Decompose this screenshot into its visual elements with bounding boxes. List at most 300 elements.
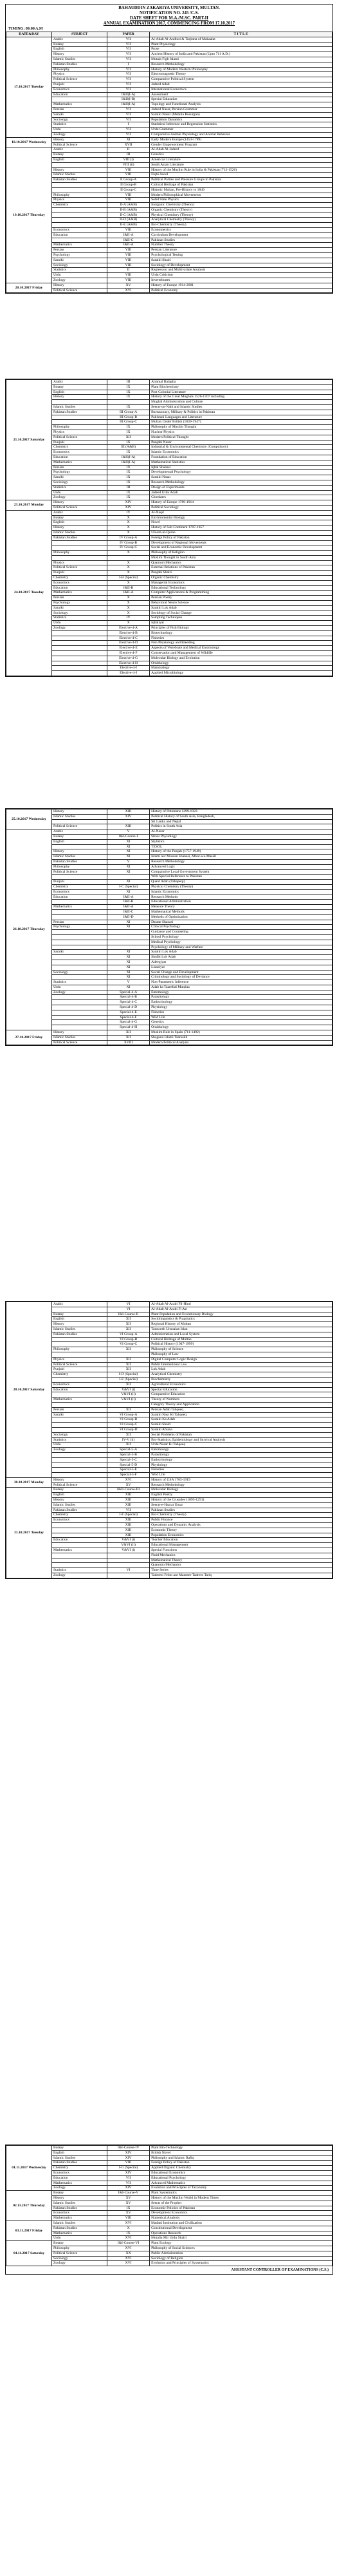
table-row [6, 1463, 332, 1468]
paper-cell: VI Group-B [107, 1337, 150, 1342]
subject-cell: History [51, 849, 107, 855]
title-cell: Guidance and Counseling [150, 930, 332, 935]
title-cell: Muslim Thought in South Asia [150, 555, 332, 560]
table-row [6, 839, 332, 844]
subject-cell: Sociology [51, 970, 107, 975]
title-cell: Molecular Biology and Evolution [150, 656, 332, 661]
title-cell: Saraiki Lok Adab [150, 605, 332, 611]
subject-cell [51, 1377, 107, 1382]
title-cell: Comparative Local Government System [150, 869, 332, 875]
subject-cell [51, 1342, 107, 1347]
subject-cell: Education [51, 2175, 107, 2181]
exam-date: 18.10.2017 Wednesday [6, 137, 52, 147]
table-row [6, 187, 332, 193]
table-row [6, 1488, 332, 1493]
title-cell: Comparative Animal Physiology and Animal Behavior [150, 132, 332, 137]
title-cell: International Economics [150, 87, 332, 92]
table-row [6, 132, 332, 137]
table-row [6, 162, 332, 167]
paper-cell: VIII [107, 273, 150, 278]
subject-cell [51, 540, 107, 545]
paper-cell: Elective-4-I [107, 666, 150, 671]
subject-cell [51, 819, 107, 824]
title-cell: Urdu Criticism [150, 273, 332, 278]
paper-cell: II-E (A&B) [107, 223, 150, 228]
subject-cell: English [51, 1493, 107, 1498]
title-cell: Population Economics [150, 1533, 332, 1538]
paper-cell: XVI [107, 2256, 150, 2261]
subject-cell: Saraiki [51, 258, 107, 263]
subject-cell [51, 844, 107, 849]
table-row [6, 1342, 332, 1347]
title-cell: Pakistani Languages and Literature [150, 415, 332, 420]
title-cell: Political Sociology [150, 505, 332, 510]
table-row [6, 1443, 332, 1448]
title-cell: Mathematical Methods [150, 909, 332, 914]
title-cell: Muslim Rule in Spain (711-1492) [150, 1030, 332, 1036]
paper-cell: VII [107, 1508, 150, 1513]
subject-cell: Political Science [51, 505, 107, 510]
table-row [6, 1427, 332, 1432]
paper-cell: XI [107, 844, 150, 849]
schedule-table [6, 2145, 332, 2266]
title-cell: Advanced Logic [150, 864, 332, 869]
table-row [6, 142, 332, 147]
table-row [6, 965, 332, 970]
title-cell: Assessment [150, 92, 332, 97]
subject-cell: Chemistry [51, 2166, 107, 2171]
subject-cell: Political Science [51, 77, 107, 82]
title-cell: Modern Philosophical Movements [150, 193, 332, 198]
subject-cell: Economics [51, 2211, 107, 2216]
paper-cell: XIV [107, 505, 150, 510]
title-cell: Plant Physiology [150, 42, 332, 47]
title-cell: Wild Life [150, 1473, 332, 1478]
table-row [6, 596, 332, 601]
title-cell: Iqbal Shanasi [150, 465, 332, 470]
subject-cell: Urdu [51, 273, 107, 278]
subject-cell: Zoology [51, 1448, 107, 1453]
paper-cell: VII [107, 117, 150, 122]
title-cell: Invertebrates [150, 278, 332, 283]
title-cell: Special Functions [150, 1548, 332, 1553]
subject-cell: Economics [51, 1382, 107, 1387]
table-row [6, 218, 332, 223]
subject-cell: Arabic [51, 380, 107, 385]
subject-cell: Islamic Studies [51, 814, 107, 819]
table-row [6, 193, 332, 198]
title-cell: Operations and Dynamic Analysis [150, 1523, 332, 1528]
paper-cell: III Group-A [107, 410, 150, 415]
subject-cell: Saraiki [51, 605, 107, 611]
paper-cell: V [107, 980, 150, 985]
title-cell: Teacher Education [150, 1538, 332, 1543]
notification-number: NOTIFICATION NO. 245 /C.S. [139, 11, 199, 15]
subject-cell: Pakistan Studies [51, 62, 107, 67]
table-row [6, 2226, 332, 2231]
subject-cell: Botany [51, 1488, 107, 1493]
table-row [6, 77, 332, 82]
exam-date: 19.10.2017 Thursday [6, 147, 52, 283]
title-cell: Fisheries [150, 636, 332, 641]
subject-cell: Urdu [51, 1443, 107, 1448]
subject-cell: Education [51, 92, 107, 97]
title-cell: Uloom-ul-Quran [150, 530, 332, 535]
subject-cell [51, 555, 107, 560]
table-row [6, 92, 332, 97]
table-row [6, 810, 332, 815]
paper-cell: II Group-B [107, 182, 150, 187]
title-cell: Medical Psychology [150, 940, 332, 945]
paper-cell: VIII [107, 198, 150, 203]
title-cell: Applied Microbiology [150, 671, 332, 676]
table-row [6, 824, 332, 829]
subject-cell [51, 666, 107, 671]
subject-cell: Islamic Studies [51, 1035, 107, 1040]
title-cell: Cultural Heritage of Multan [150, 1337, 332, 1342]
subject-cell: Political Science [51, 142, 107, 147]
title-cell: Alramal Balagha [150, 380, 332, 385]
title-cell: Development Economics [150, 2211, 332, 2216]
table-row [6, 914, 332, 920]
paper-cell: Special-5-E [107, 1468, 150, 1473]
title-cell: Ancient History of India and Pakistan (Upto 711 A.D.) [150, 52, 332, 57]
paper-cell: XV [107, 2211, 150, 2216]
paper-cell [107, 1553, 150, 1558]
title-cell: History of Ottomans 1299-1923 [150, 810, 332, 815]
subject-cell: History [51, 1477, 107, 1482]
table-row [6, 2241, 332, 2246]
table-row [6, 545, 332, 551]
paper-cell: XIV [107, 2170, 150, 2175]
paper-cell: VI [107, 1302, 150, 1307]
table-row [6, 834, 332, 839]
table-row [6, 1362, 332, 1367]
subject-cell: Botany [51, 153, 107, 158]
exam-date: 23.10.2017 Monday [6, 500, 52, 511]
subject-cell [51, 965, 107, 970]
table-row [6, 1402, 332, 1407]
title-cell: Sociolinguistics & Pragmatics [150, 1317, 332, 1322]
paper-cell: XIII [107, 810, 150, 815]
table-row [6, 400, 332, 405]
title-cell: Foreign Policy of Pakistan [150, 535, 332, 540]
table-row [6, 580, 332, 585]
table-row [6, 1498, 332, 1503]
title-cell: History of Modern Western Philosophy [150, 67, 332, 72]
paper-cell: VII [107, 77, 150, 82]
paper-cell: XII [107, 435, 150, 440]
subject-cell: Pakistan Studies [51, 535, 107, 540]
table-row [6, 460, 332, 465]
title-cell: Shaguna Islami Taareekh [150, 1035, 332, 1040]
table-row [6, 288, 332, 293]
title-cell: Computer Applications & Programming [150, 591, 332, 596]
subject-cell: Economics [51, 1518, 107, 1523]
paper-cell: Special-5-A [107, 1448, 150, 1453]
paper-cell: Special-4-F [107, 1015, 150, 1020]
subject-cell: Urdu [51, 128, 107, 133]
paper-cell: V&VI (ii) [107, 1392, 150, 1397]
subject-cell [51, 162, 107, 167]
paper-cell: IX [107, 475, 150, 480]
subject-cell: Botany [51, 384, 107, 390]
paper-cell: XI [107, 965, 150, 970]
table-row [6, 42, 332, 47]
table-row [6, 2191, 332, 2196]
table-row [6, 1423, 332, 1428]
paper-cell: I&II(I-A) [107, 455, 150, 460]
subject-cell [51, 934, 107, 940]
table-row [6, 1000, 332, 1005]
paper-cell: I&II-D [107, 914, 150, 920]
title-cell: Measure Theory [150, 905, 332, 910]
title-cell: Digital Computer Logic Design [150, 1357, 332, 1362]
paper-cell: V&VI (i) [107, 1387, 150, 1392]
table-row [6, 1452, 332, 1457]
subject-cell: Saraiki [51, 950, 107, 955]
paper-cell: X [107, 520, 150, 526]
paper-cell: XI [107, 925, 150, 930]
schedule-table-host [6, 1302, 332, 1578]
title-cell: Gender Empowerment Program [150, 142, 332, 147]
table-row [6, 1357, 332, 1362]
table-row [6, 1432, 332, 1437]
sheet-title: DATE SHEET FOR M.A./M.SC. PART-II [130, 16, 208, 21]
table-row [6, 1387, 332, 1392]
title-cell: Econometrics [150, 228, 332, 233]
subject-cell: Education [51, 1387, 107, 1392]
table-row [6, 1477, 332, 1482]
paper-cell: I&II-A [107, 243, 150, 248]
table-row [6, 1367, 332, 1372]
table-row [6, 470, 332, 475]
subject-cell [51, 940, 107, 945]
title-cell: Genetics [150, 1020, 332, 1025]
subject-cell: History [51, 1322, 107, 1327]
table-row [6, 540, 332, 545]
paper-cell: III [107, 380, 150, 385]
paper-cell: VIII [107, 253, 150, 258]
paper-cell [107, 400, 150, 405]
table-row [6, 1573, 332, 1578]
table-row [6, 1493, 332, 1498]
title-cell: Educational Economics [150, 2170, 332, 2175]
table-row [6, 475, 332, 480]
paper-cell: IX [107, 450, 150, 455]
subject-cell: Political Science [51, 565, 107, 571]
table-row [6, 37, 332, 42]
title-cell: Modern Political Analysis [150, 1040, 332, 1045]
subject-cell [51, 545, 107, 551]
table-row [6, 2175, 332, 2181]
subject-cell [51, 1402, 107, 1407]
title-cell: Mathematical Statistics [150, 460, 332, 465]
paper-cell: VI Group-D [107, 1427, 150, 1432]
title-cell: Numerical Analysis [150, 2216, 332, 2221]
subject-cell: Chemistry [51, 203, 107, 208]
table-row [6, 117, 332, 122]
subject-cell [51, 641, 107, 646]
controller-signature: ASSISTANT CONTROLLER OF EXAMINATIONS (C.S.) [231, 2268, 329, 2273]
paper-cell: Elective-4-G [107, 656, 150, 661]
document-header [6, 5, 332, 26]
paper-cell: VII [107, 87, 150, 92]
paper-cell: Special-4-H [107, 1025, 150, 1030]
subject-cell: Statistics [51, 616, 107, 621]
paper-cell: Special-4-E [107, 1010, 150, 1015]
title-cell: Special Education [150, 97, 332, 102]
table-row [6, 535, 332, 540]
title-cell: Dastan Shanasi [150, 920, 332, 925]
table-row [6, 925, 332, 930]
subject-cell [51, 1417, 107, 1423]
table-row [6, 2201, 332, 2206]
exam-date: 26.10.2017 Thursday [6, 829, 52, 1030]
table-row [6, 435, 332, 440]
subject-cell: Arabic [51, 1302, 107, 1307]
table-row [6, 182, 332, 187]
title-cell: Plant Population and Evolutionary Biology [150, 1312, 332, 1317]
table-row [6, 905, 332, 910]
title-cell: Saraiki Shairi [150, 258, 332, 263]
paper-cell: VII [107, 2175, 150, 2181]
table-row [6, 480, 332, 485]
subject-cell [51, 1005, 107, 1010]
table-row [6, 278, 332, 283]
table-row [6, 875, 332, 880]
subject-cell: Persian [51, 107, 107, 112]
paper-cell: XIII [107, 1493, 150, 1498]
table-row [6, 268, 332, 273]
subject-cell [51, 207, 107, 213]
table-row [6, 213, 332, 218]
title-cell: Regression and Multivariate Analysis [150, 268, 332, 273]
paper-cell: XII [107, 1030, 150, 1036]
paper-cell: VII [107, 72, 150, 77]
table-row [6, 895, 332, 900]
title-cell: Parasitology [150, 995, 332, 1000]
subject-cell [51, 1392, 107, 1397]
subject-cell: Psychology [51, 470, 107, 475]
subject-cell: Islamic Studies [51, 2201, 107, 2206]
subject-cell: Philosophy [51, 193, 107, 198]
table-row [6, 122, 332, 128]
subject-cell: Political Science [51, 869, 107, 875]
paper-cell: XIII [107, 1523, 150, 1528]
table-row [6, 1563, 332, 1568]
paper-cell: XV [107, 283, 150, 288]
title-cell: Behavioral Neuro Science [150, 601, 332, 606]
title-cell: Curriculum Development [150, 232, 332, 238]
paper-cell: I [107, 62, 150, 67]
title-cell: Research Methodology [150, 859, 332, 864]
title-cell: Bureaucracy, Military & Politics in Pakistan [150, 410, 332, 415]
title-cell: Al-Adab Al-Andlusi & Tarjuma of Makaalat [150, 37, 332, 42]
title-cell: Methods of Optimization [150, 914, 332, 920]
subject-cell: Pakistan Studies [51, 1508, 107, 1513]
subject-cell: Pakistan Studies [51, 410, 107, 415]
table-row [6, 565, 332, 571]
paper-cell: VIII [107, 258, 150, 263]
title-cell: Quaid Adab (Tahqeeqi) [150, 880, 332, 885]
exam-date: 24.10.2017 Tuesday [6, 510, 52, 676]
subject-cell [51, 900, 107, 905]
paper-cell: Special-4-G [107, 1020, 150, 1025]
subject-cell: History [51, 526, 107, 531]
table-row [6, 1482, 332, 1488]
table-row [6, 465, 332, 470]
paper-cell: VII [107, 67, 150, 72]
table-row [6, 2221, 332, 2226]
table-row [6, 87, 332, 92]
subject-cell: Persian [51, 465, 107, 470]
paper-cell: VIII [107, 2216, 150, 2221]
subject-cell [51, 945, 107, 950]
paper-cell: VII [107, 52, 150, 57]
paper-cell: XI [107, 864, 150, 869]
table-row [6, 243, 332, 248]
title-cell: Post Colonial Literature [150, 390, 332, 395]
paper-cell: XX [107, 2251, 150, 2256]
subject-cell: Punjabi [51, 571, 107, 576]
paper-cell: I&II(I-A) [107, 102, 150, 108]
paper-cell: XII [107, 1382, 150, 1387]
subject-cell: English [51, 2150, 107, 2155]
paper-cell: Elective-4-F [107, 651, 150, 656]
paper-cell: X [107, 560, 150, 565]
paper-cell: VI Group-A [107, 1332, 150, 1337]
table-row [6, 551, 332, 556]
table-row [6, 384, 332, 390]
title-cell: Philosophy of Social Sciences [150, 2246, 332, 2251]
paper-cell: XIII [107, 1533, 150, 1538]
title-cell: Advanced Mathematics [150, 2181, 332, 2186]
subject-cell: Islamic Studies [51, 1327, 107, 1332]
paper-cell: V [107, 829, 150, 835]
subject-cell [51, 630, 107, 636]
title-cell: Philosophy of Law [150, 1352, 332, 1357]
table-row [6, 1382, 332, 1387]
title-cell: Adab ka Taarefati Mutalaa [150, 985, 332, 990]
subject-cell: Physics [51, 72, 107, 77]
subject-cell: Physics [51, 560, 107, 565]
subject-cell: Psychology [51, 925, 107, 930]
table-row [6, 62, 332, 67]
title-cell: Political History (1947-1999) [150, 1342, 332, 1347]
table-row [6, 2231, 332, 2236]
paper-cell: V [107, 859, 150, 864]
paper-cell: I-F (Special) [107, 1513, 150, 1518]
subject-cell: Mathematics [51, 1548, 107, 1553]
paper-cell: IV Group-A [107, 535, 150, 540]
subject-cell: English [51, 839, 107, 844]
title-cell: Islami aur Mussan Shanasi, Afkar-wa-Masail [150, 855, 332, 860]
subject-cell [51, 1468, 107, 1473]
table-row [6, 112, 332, 117]
table-row [6, 1327, 332, 1332]
title-cell: Novel [150, 520, 332, 526]
paper-cell: I&II-Course-III [107, 1488, 150, 1493]
subject-cell [51, 182, 107, 187]
paper-cell: II-B (A&B) [107, 207, 150, 213]
paper-cell: Elective-4-D [107, 641, 150, 646]
subject-cell: Punjabi [51, 82, 107, 87]
subject-cell: History [51, 500, 107, 506]
table-row [6, 1533, 332, 1538]
subject-cell: Botany [51, 42, 107, 47]
subject-cell: Political Science [51, 435, 107, 440]
